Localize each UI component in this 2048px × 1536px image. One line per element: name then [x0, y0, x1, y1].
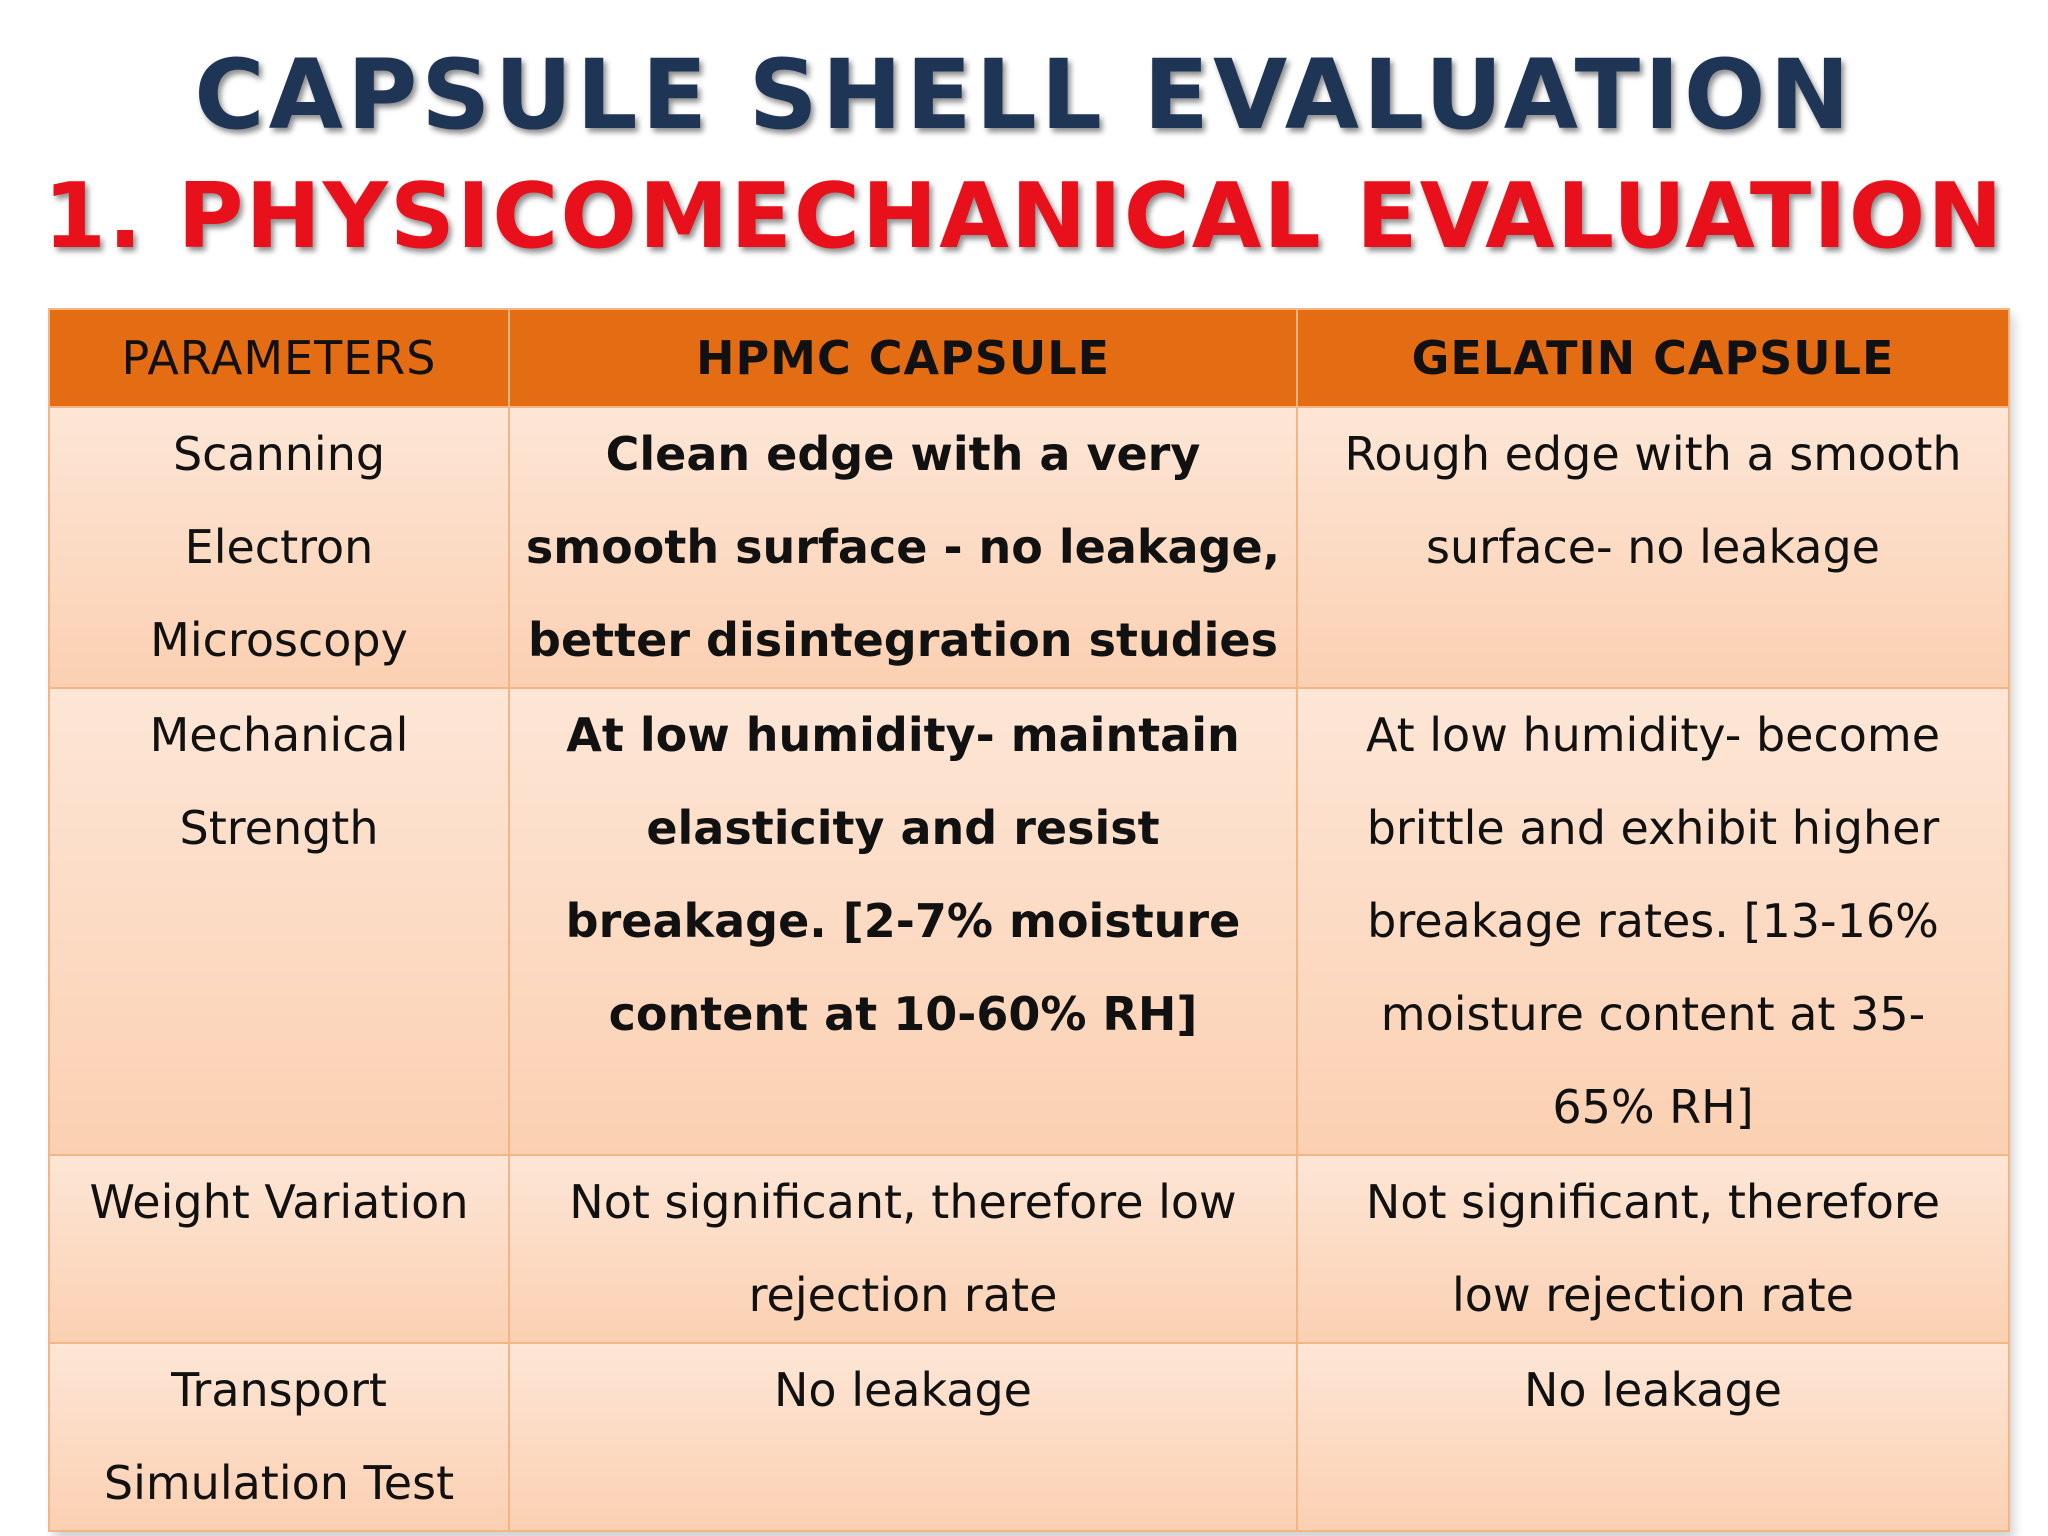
cell-hpmc — [509, 688, 1297, 1155]
table-row — [49, 688, 2009, 1155]
table-row — [49, 407, 2009, 688]
cell-gelatin — [1297, 1343, 2009, 1531]
cell-line: surface- no leakage — [1426, 520, 1880, 574]
cell-line: Rough edge with a smooth — [1344, 427, 1962, 481]
cell-line: At low humidity- become — [1365, 708, 1941, 762]
cell-line: At low humidity- maintain — [566, 708, 1240, 762]
cell-parameter — [49, 688, 509, 1155]
cell-parameter — [49, 1343, 509, 1531]
header-parameters: PARAMETERS — [49, 309, 509, 407]
cell-line: low rejection rate — [1452, 1268, 1854, 1322]
page-subtitle: 1. PHYSICOMECHANICAL EVALUATION — [43, 164, 2005, 269]
cell-hpmc — [509, 407, 1297, 688]
cell-hpmc — [509, 1155, 1297, 1343]
cell-line: smooth surface - no leakage, — [525, 520, 1281, 574]
cell-line: moisture content at 35- — [1380, 987, 1926, 1041]
cell-line: brittle and exhibit higher — [1366, 801, 1940, 855]
cell-line: Weight Variation — [89, 1175, 469, 1229]
comparison-table — [48, 308, 2008, 1532]
cell-line: No leakage — [774, 1363, 1032, 1417]
table-row — [49, 1155, 2009, 1343]
cell-line: breakage rates. [13-16% — [1367, 894, 1939, 948]
cell-parameter — [49, 407, 509, 688]
cell-line: 65% RH] — [1552, 1080, 1754, 1134]
cell-line: Mechanical — [149, 708, 409, 762]
cell-line: Not significant, therefore low — [569, 1175, 1237, 1229]
cell-line: breakage. [2-7% moisture — [565, 894, 1241, 948]
cell-gelatin — [1297, 688, 2009, 1155]
cell-line: better disintegration studies — [528, 613, 1278, 667]
cell-line: Transport — [171, 1363, 387, 1417]
cell-gelatin — [1297, 1155, 2009, 1343]
evaluation-table — [48, 308, 2010, 1532]
cell-line: Strength — [179, 801, 379, 855]
header-hpmc-capsule: HPMC CAPSULE — [509, 309, 1297, 407]
cell-parameter — [49, 1155, 509, 1343]
header-gelatin-capsule: GELATIN CAPSULE — [1297, 309, 2009, 407]
cell-line: Scanning — [172, 427, 386, 481]
cell-line: content at 10-60% RH] — [608, 987, 1198, 1041]
cell-line: No leakage — [1524, 1363, 1782, 1417]
cell-line: Electron — [184, 520, 374, 574]
cell-line: Simulation Test — [103, 1456, 455, 1510]
cell-line: elasticity and resist — [646, 801, 1160, 855]
page-title: CAPSULE SHELL EVALUATION — [194, 39, 1854, 151]
cell-hpmc — [509, 1343, 1297, 1531]
cell-line: Clean edge with a very — [605, 427, 1201, 481]
cell-line: Microscopy — [150, 613, 408, 667]
cell-gelatin — [1297, 407, 2009, 688]
table-header-row — [49, 309, 2009, 407]
cell-line: rejection rate — [748, 1268, 1058, 1322]
cell-line: Not significant, therefore — [1365, 1175, 1941, 1229]
table-row — [49, 1343, 2009, 1531]
